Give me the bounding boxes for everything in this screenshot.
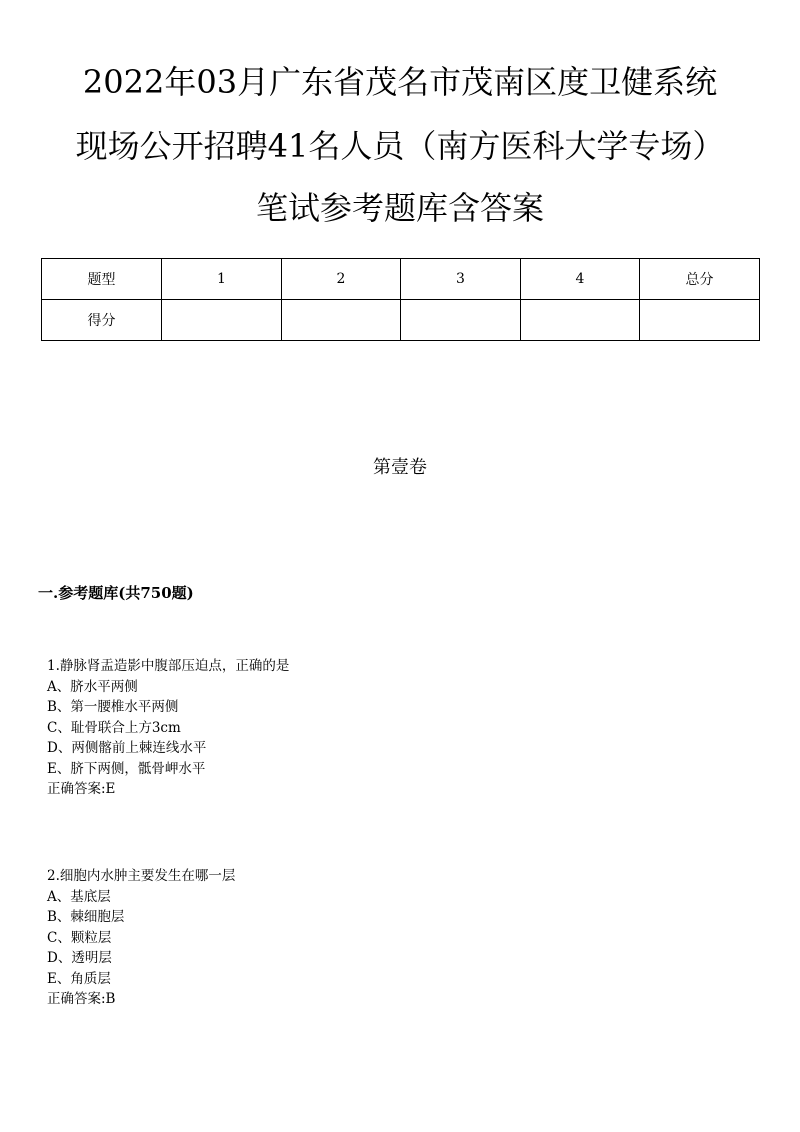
score-table-row-label: 得分 (42, 300, 162, 341)
question-2 (47, 866, 235, 1010)
question-option: E、角质层 (47, 970, 111, 987)
score-table-column-4: 4 (521, 259, 640, 300)
score-cell-4 (521, 300, 640, 341)
score-table-header-row (42, 259, 760, 300)
question-answer: 正确答案:E (47, 781, 116, 797)
score-table-column-1: 1 (162, 259, 282, 300)
question-stem: 2.细胞内水肿主要发生在哪一层 (47, 868, 236, 884)
question-option: A、脐水平两侧 (47, 678, 138, 695)
score-cell-3 (401, 300, 521, 341)
document-title-line-1: 2022年03月广东省茂名市茂南区度卫健系统 (82, 63, 718, 101)
document-title-line-2: 现场公开招聘41名人员（南方医科大学专场） (75, 127, 725, 165)
question-option: D、透明层 (47, 950, 112, 966)
question-option: B、第一腰椎水平两侧 (47, 699, 179, 715)
score-table-column-3: 3 (401, 259, 521, 300)
section-title: 一.参考题库(共750题) (38, 584, 194, 602)
question-option: D、两侧髂前上棘连线水平 (47, 740, 207, 756)
score-table-column-total: 总分 (640, 259, 760, 300)
score-table (41, 258, 760, 341)
question-option: A、基底层 (47, 888, 111, 905)
score-table-header-label: 题型 (42, 259, 162, 300)
question-option: C、颗粒层 (47, 929, 112, 946)
question-option: B、棘细胞层 (47, 909, 125, 925)
score-table-column-2: 2 (282, 259, 401, 300)
question-answer: 正确答案:B (47, 991, 116, 1007)
volume-title: 第壹卷 (373, 457, 427, 478)
score-cell-2 (282, 300, 401, 341)
score-table-score-row (42, 300, 760, 341)
question-1 (47, 656, 289, 800)
question-option: E、脐下两侧，骶骨岬水平 (47, 760, 206, 777)
question-option: C、耻骨联合上方3cm (47, 719, 181, 736)
score-cell-1 (162, 300, 282, 341)
document-title-line-3: 笔试参考题库含答案 (255, 189, 544, 227)
question-stem: 1.静脉肾盂造影中腹部压迫点，正确的是 (47, 658, 290, 674)
score-cell-total (640, 300, 760, 341)
